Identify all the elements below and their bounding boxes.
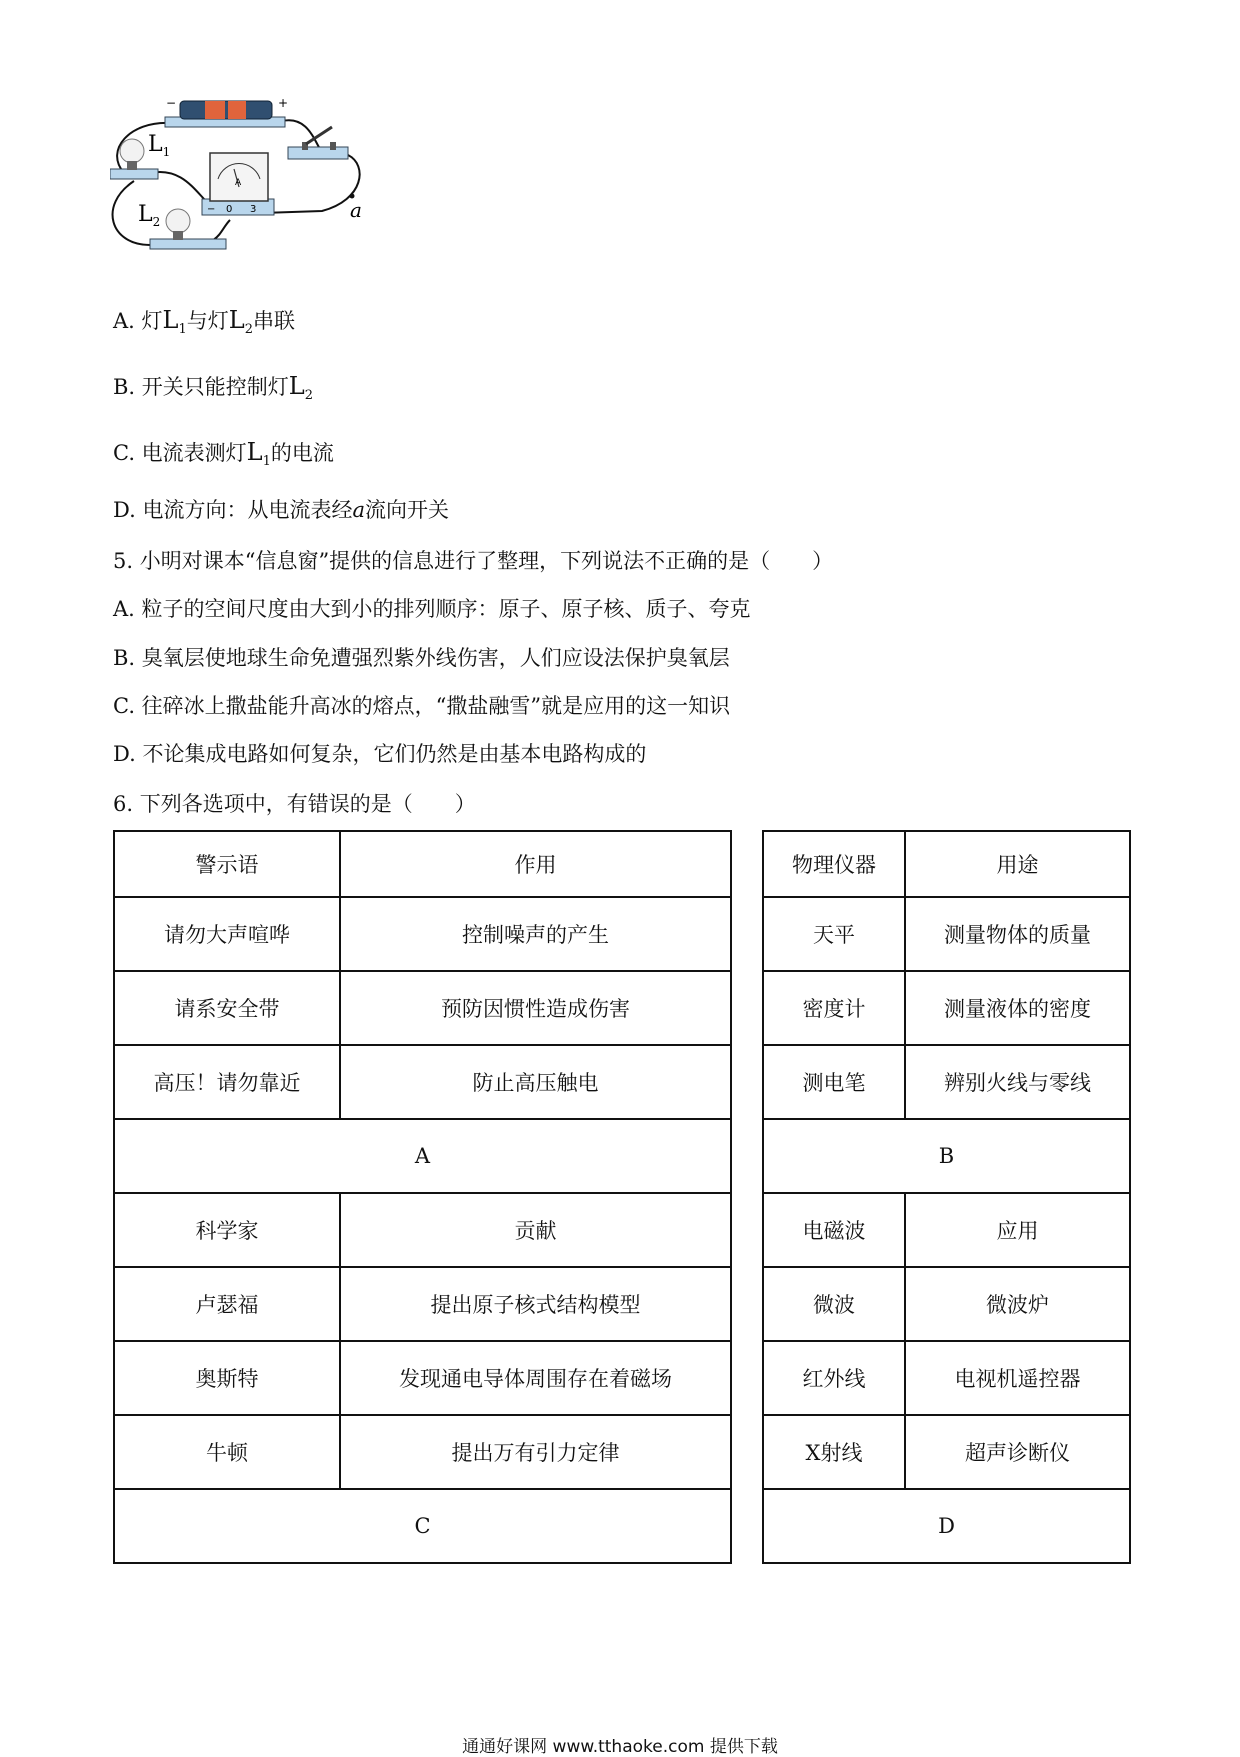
table-cell: 密度计	[763, 971, 905, 1045]
table-d-head-2: 应用	[905, 1193, 1130, 1267]
table-cell: 提出万有引力定律	[340, 1415, 731, 1489]
table-cell: 发现通电导体周围存在着磁场	[340, 1341, 731, 1415]
table-cell: 微波	[763, 1267, 905, 1341]
table-a-label: A	[114, 1119, 731, 1193]
q4-option-c: C. 电流表测灯$L_1$的电流	[113, 438, 334, 469]
table-c-head-1: 科学家	[114, 1193, 340, 1267]
table-cell: 控制噪声的产生	[340, 897, 731, 971]
page-footer: 通通好课网 www.tthaoke.com 提供下载	[462, 1737, 778, 1757]
q4-option-d: D. 电流方向：从电流表经a流向开关	[113, 498, 449, 522]
table-cell: 提出原子核式结构模型	[340, 1267, 731, 1341]
table-cell: 牛顿	[114, 1415, 340, 1489]
table-b-head-1: 物理仪器	[763, 831, 905, 897]
table-cell: 卢瑟福	[114, 1267, 340, 1341]
ammeter-terminal-3: 3	[250, 204, 257, 215]
ammeter-terminal-minus: −	[207, 204, 216, 215]
q6-stem: 6. 下列各选项中，有错误的是（ ）	[113, 792, 476, 816]
table-cell: 高压！请勿靠近	[114, 1045, 340, 1119]
q6-table-b	[762, 830, 1131, 1194]
table-c-label: C	[114, 1489, 731, 1563]
lamp2-label: $L_2$	[138, 202, 161, 229]
q5-option-d: D. 不论集成电路如何复杂，它们仍然是由基本电路构成的	[113, 742, 647, 766]
ammeter-terminal-0: 0	[226, 204, 233, 215]
table-cell: 辨别火线与零线	[905, 1045, 1130, 1119]
ammeter-symbol: A	[235, 178, 242, 188]
table-cell: 请系安全带	[114, 971, 340, 1045]
table-cell: 红外线	[763, 1341, 905, 1415]
table-cell: 天平	[763, 897, 905, 971]
q6-table-d	[762, 1192, 1131, 1564]
battery-plus-label: +	[278, 96, 289, 110]
table-cell: 请勿大声喧哗	[114, 897, 340, 971]
table-c-head-2: 贡献	[340, 1193, 731, 1267]
table-cell: 测量物体的质量	[905, 897, 1130, 971]
q6-table-a	[113, 830, 732, 1194]
table-cell: 奥斯特	[114, 1341, 340, 1415]
battery-minus-label: −	[166, 96, 177, 110]
table-a-head-2: 作用	[340, 831, 731, 897]
q5-option-a: A. 粒子的空间尺度由大到小的排列顺序：原子、原子核、质子、夸克	[113, 597, 751, 621]
table-cell: 微波炉	[905, 1267, 1130, 1341]
table-cell: 测电笔	[763, 1045, 905, 1119]
lamp1-label: $L_1$	[148, 132, 171, 159]
q6-table-c	[113, 1192, 732, 1564]
q5-option-c: C. 往碎冰上撒盐能升高冰的熔点，“撒盐融雪”就是应用的这一知识	[113, 694, 731, 718]
table-cell: X射线	[763, 1415, 905, 1489]
table-d-label: D	[763, 1489, 1130, 1563]
table-b-label: B	[763, 1119, 1130, 1193]
table-d-head-1: 电磁波	[763, 1193, 905, 1267]
table-b-head-2: 用途	[905, 831, 1130, 897]
q5-option-b: B. 臭氧层使地球生命免遭强烈紫外线伤害，人们应设法保护臭氧层	[113, 646, 730, 670]
table-cell: 超声诊断仪	[905, 1415, 1130, 1489]
q4-option-b: B. 开关只能控制灯$L_2$	[113, 372, 314, 403]
table-cell: 测量液体的密度	[905, 971, 1130, 1045]
table-cell: 防止高压触电	[340, 1045, 731, 1119]
circuit-diagram	[110, 95, 400, 285]
table-cell: 电视机遥控器	[905, 1341, 1130, 1415]
table-cell: 预防因惯性造成伤害	[340, 971, 731, 1045]
q4-option-a: A. 灯$L_1$与灯$L_2$串联	[113, 306, 295, 337]
point-a-label: a	[350, 198, 362, 222]
q5-stem: 5. 小明对课本“信息窗”提供的信息进行了整理，下列说法不正确的是（ ）	[113, 549, 834, 573]
table-a-head-1: 警示语	[114, 831, 340, 897]
